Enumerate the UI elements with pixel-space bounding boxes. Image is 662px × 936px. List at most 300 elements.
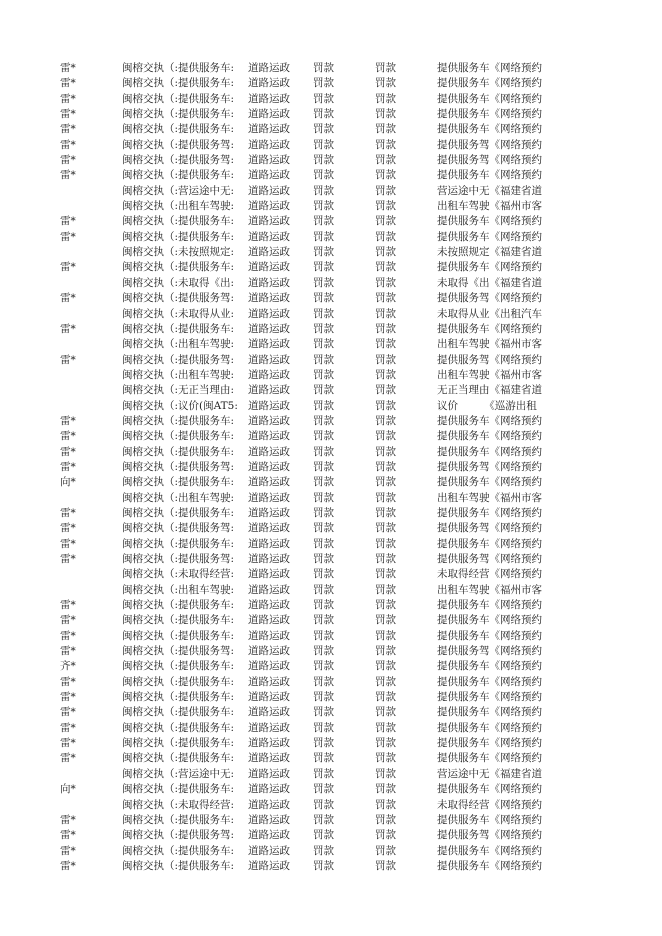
cell-violation-basis: 提供服务驾《网络预约 — [437, 553, 542, 565]
table-row — [0, 429, 662, 444]
table-row — [0, 214, 662, 229]
cell-penalty-type: 罚款 — [313, 184, 334, 197]
cell-document-number: 闽榕交执（:出租车驾驶: — [122, 491, 235, 504]
cell-penalty-content: 罚款 — [375, 767, 396, 780]
cell-violation-basis: 出租车驾驶《福州市客 — [437, 491, 542, 504]
cell-violation-basis: 提供服务驾《网络预约 — [437, 154, 542, 167]
table-row — [0, 107, 662, 122]
table-row — [0, 414, 662, 429]
cell-penalty-content: 罚款 — [375, 721, 396, 734]
table-row — [0, 598, 662, 613]
cell-document-number: 闽榕交执（:提供服务车: — [122, 77, 235, 90]
cell-penalty-content: 罚款 — [375, 246, 396, 259]
cell-document-number: 闽榕交执（:提供服务车: — [122, 691, 235, 704]
cell-penalty-content: 罚款 — [375, 338, 396, 351]
cell-category: 道路运政 — [248, 62, 290, 74]
cell-category: 道路运政 — [248, 77, 290, 90]
cell-penalty-content: 罚款 — [375, 430, 396, 443]
table-row — [0, 751, 662, 766]
cell-violation-basis: 提供服务车《网络预约 — [437, 660, 542, 673]
cell-name: 雷* — [60, 460, 76, 473]
cell-category: 道路运政 — [248, 522, 290, 535]
cell-document-number: 闽榕交执（:提供服务车: — [122, 506, 235, 519]
cell-document-number: 闽榕交执（:提供服务驾: — [122, 460, 235, 473]
cell-violation-basis: 提供服务车《网络预约 — [437, 506, 542, 519]
cell-category: 道路运政 — [248, 660, 290, 673]
cell-violation-basis: 营运途中无《福建省道 — [437, 767, 542, 780]
cell-category: 道路运政 — [248, 583, 290, 596]
cell-penalty-content: 罚款 — [375, 353, 396, 366]
cell-penalty-type: 罚款 — [313, 506, 334, 519]
cell-category: 道路运政 — [248, 737, 290, 750]
cell-penalty-content: 罚款 — [375, 813, 396, 826]
cell-document-number: 闽榕交执（:提供服务车: — [122, 675, 235, 688]
cell-document-number: 闽榕交执（:出租车驾驶: — [122, 583, 235, 596]
cell-document-number: 闽榕交执（:未取得从业: — [122, 307, 235, 320]
cell-name: 雷* — [60, 629, 76, 642]
cell-penalty-content: 罚款 — [375, 368, 396, 381]
cell-penalty-type: 罚款 — [313, 154, 334, 167]
cell-category: 道路运政 — [248, 844, 290, 857]
cell-category: 道路运政 — [248, 460, 290, 473]
cell-category: 道路运政 — [248, 414, 290, 427]
cell-document-number: 闽榕交执（:提供服务车: — [122, 108, 235, 121]
cell-name: 雷* — [60, 752, 76, 765]
cell-name: 向* — [60, 783, 76, 796]
cell-document-number: 闽榕交执（:提供服务车: — [122, 445, 235, 458]
cell-document-number: 闽榕交执（:出租车驾驶: — [122, 338, 235, 351]
cell-violation-basis: 提供服务车《网络预约 — [437, 752, 542, 765]
cell-violation-basis: 提供服务车《网络预约 — [437, 108, 542, 121]
cell-category: 道路运政 — [248, 506, 290, 519]
cell-category: 道路运政 — [248, 430, 290, 443]
cell-name: 雷* — [60, 77, 76, 90]
cell-category: 道路运政 — [248, 368, 290, 381]
cell-penalty-content: 罚款 — [375, 92, 396, 105]
cell-penalty-type: 罚款 — [313, 108, 334, 121]
cell-penalty-type: 罚款 — [313, 660, 334, 673]
cell-name: 雷* — [60, 169, 76, 182]
table-row — [0, 537, 662, 552]
cell-category: 道路运政 — [248, 537, 290, 550]
cell-name: 雷* — [60, 154, 76, 167]
cell-category: 道路运政 — [248, 767, 290, 780]
cell-category: 道路运政 — [248, 399, 290, 412]
cell-document-number: 闽榕交执（:提供服务车: — [122, 614, 235, 627]
cell-penalty-content: 罚款 — [375, 506, 396, 519]
cell-violation-basis: 提供服务车《网络预约 — [437, 92, 542, 105]
cell-penalty-type: 罚款 — [313, 445, 334, 458]
cell-penalty-type: 罚款 — [313, 77, 334, 90]
cell-category: 道路运政 — [248, 829, 290, 842]
cell-penalty-type: 罚款 — [313, 691, 334, 704]
cell-name: 雷* — [60, 62, 76, 74]
table-row — [0, 659, 662, 674]
cell-penalty-type: 罚款 — [313, 706, 334, 719]
cell-category: 道路运政 — [248, 476, 290, 489]
cell-document-number: 闽榕交执（:提供服务车: — [122, 844, 235, 857]
cell-name: 雷* — [60, 844, 76, 857]
cell-category: 道路运政 — [248, 491, 290, 504]
cell-violation-basis: 出租车驾驶《福州市客 — [437, 200, 542, 213]
cell-violation-basis: 提供服务车《网络预约 — [437, 215, 542, 228]
cell-penalty-content: 罚款 — [375, 215, 396, 228]
cell-penalty-type: 罚款 — [313, 62, 334, 74]
table-row — [0, 460, 662, 475]
cell-penalty-content: 罚款 — [375, 261, 396, 274]
cell-penalty-type: 罚款 — [313, 169, 334, 182]
cell-penalty-type: 罚款 — [313, 859, 334, 872]
cell-penalty-type: 罚款 — [313, 368, 334, 381]
cell-document-number: 闽榕交执（:提供服务车: — [122, 414, 235, 427]
cell-penalty-content: 罚款 — [375, 154, 396, 167]
cell-penalty-type: 罚款 — [313, 614, 334, 627]
cell-penalty-type: 罚款 — [313, 261, 334, 274]
cell-category: 道路运政 — [248, 307, 290, 320]
cell-category: 道路运政 — [248, 230, 290, 243]
cell-violation-basis: 提供服务车《网络预约 — [437, 737, 542, 750]
cell-category: 道路运政 — [248, 154, 290, 167]
cell-document-number: 闽榕交执（:营运途中无: — [122, 184, 235, 197]
cell-penalty-content: 罚款 — [375, 108, 396, 121]
cell-penalty-type: 罚款 — [313, 829, 334, 842]
cell-document-number: 闽榕交执（:提供服务车: — [122, 537, 235, 550]
cell-penalty-content: 罚款 — [375, 476, 396, 489]
cell-name: 雷* — [60, 414, 76, 427]
cell-name: 齐* — [60, 660, 76, 673]
cell-violation-basis: 提供服务车《网络预约 — [437, 813, 542, 826]
cell-name: 雷* — [60, 553, 76, 565]
table-row — [0, 521, 662, 536]
cell-penalty-content: 罚款 — [375, 399, 396, 412]
cell-penalty-content: 罚款 — [375, 123, 396, 136]
cell-violation-basis: 提供服务车《网络预约 — [437, 614, 542, 627]
table-row — [0, 368, 662, 383]
cell-penalty-content: 罚款 — [375, 859, 396, 872]
cell-penalty-content: 罚款 — [375, 230, 396, 243]
cell-document-number: 闽榕交执（:提供服务驾: — [122, 353, 235, 366]
cell-document-number: 闽榕交执（:议价(闽AT5: — [122, 399, 238, 412]
cell-penalty-type: 罚款 — [313, 123, 334, 136]
cell-penalty-type: 罚款 — [313, 767, 334, 780]
cell-penalty-type: 罚款 — [313, 599, 334, 612]
cell-document-number: 闽榕交执（:提供服务驾: — [122, 553, 235, 565]
table-row — [0, 184, 662, 199]
cell-document-number: 闽榕交执（:提供服务驾: — [122, 154, 235, 167]
cell-name: 雷* — [60, 599, 76, 612]
table-row — [0, 613, 662, 628]
cell-penalty-content: 罚款 — [375, 783, 396, 796]
cell-penalty-type: 罚款 — [313, 629, 334, 642]
cell-violation-basis: 提供服务驾《网络预约 — [437, 522, 542, 535]
cell-category: 道路运政 — [248, 108, 290, 121]
cell-penalty-content: 罚款 — [375, 322, 396, 335]
cell-violation-basis: 提供服务车《网络预约 — [437, 123, 542, 136]
cell-violation-basis: 提供服务驾《网络预约 — [437, 292, 542, 305]
cell-penalty-content: 罚款 — [375, 276, 396, 289]
cell-violation-basis: 提供服务车《网络预约 — [437, 230, 542, 243]
cell-category: 道路运政 — [248, 859, 290, 872]
cell-penalty-content: 罚款 — [375, 568, 396, 581]
cell-name: 雷* — [60, 721, 76, 734]
cell-violation-basis: 提供服务车《网络预约 — [437, 844, 542, 857]
cell-violation-basis: 提供服务驾《网络预约 — [437, 645, 542, 658]
cell-violation-basis: 提供服务驾《网络预约 — [437, 460, 542, 473]
cell-category: 道路运政 — [248, 292, 290, 305]
cell-penalty-content: 罚款 — [375, 445, 396, 458]
cell-penalty-type: 罚款 — [313, 675, 334, 688]
cell-category: 道路运政 — [248, 200, 290, 213]
table-row — [0, 260, 662, 275]
cell-penalty-type: 罚款 — [313, 813, 334, 826]
cell-document-number: 闽榕交执（:提供服务车: — [122, 706, 235, 719]
table-row — [0, 475, 662, 490]
cell-penalty-content: 罚款 — [375, 583, 396, 596]
cell-penalty-content: 罚款 — [375, 491, 396, 504]
cell-document-number: 闽榕交执（:提供服务车: — [122, 62, 235, 74]
cell-document-number: 闽榕交执（:提供服务车: — [122, 169, 235, 182]
cell-category: 道路运政 — [248, 169, 290, 182]
cell-category: 道路运政 — [248, 706, 290, 719]
cell-document-number: 闽榕交执（:提供服务车: — [122, 430, 235, 443]
table-row — [0, 76, 662, 91]
cell-violation-basis: 无正当理由《福建省道 — [437, 384, 542, 397]
cell-name: 雷* — [60, 215, 76, 228]
table-row — [0, 675, 662, 690]
cell-violation-basis: 出租车驾驶《福州市客 — [437, 583, 542, 596]
cell-violation-basis: 提供服务车《网络预约 — [437, 261, 542, 274]
cell-category: 道路运政 — [248, 599, 290, 612]
cell-name: 雷* — [60, 522, 76, 535]
cell-category: 道路运政 — [248, 629, 290, 642]
cell-document-number: 闽榕交执（:提供服务车: — [122, 599, 235, 612]
table-row — [0, 199, 662, 214]
cell-document-number: 闽榕交执（:提供服务驾: — [122, 829, 235, 842]
cell-category: 道路运政 — [248, 783, 290, 796]
cell-violation-basis: 议价 《巡游出租 — [437, 399, 537, 412]
cell-category: 道路运政 — [248, 553, 290, 565]
cell-document-number: 闽榕交执（:无正当理由: — [122, 384, 235, 397]
cell-category: 道路运政 — [248, 92, 290, 105]
cell-name: 雷* — [60, 614, 76, 627]
cell-penalty-type: 罚款 — [313, 322, 334, 335]
cell-document-number: 闽榕交执（:提供服务车: — [122, 813, 235, 826]
cell-name: 雷* — [60, 430, 76, 443]
cell-category: 道路运政 — [248, 798, 290, 811]
cell-document-number: 闽榕交执（:提供服务车: — [122, 322, 235, 335]
cell-violation-basis: 提供服务车《网络预约 — [437, 169, 542, 182]
table-row — [0, 506, 662, 521]
table-row — [0, 353, 662, 368]
cell-document-number: 闽榕交执（:提供服务车: — [122, 660, 235, 673]
table-row — [0, 138, 662, 153]
cell-penalty-type: 罚款 — [313, 798, 334, 811]
table-row — [0, 445, 662, 460]
table-row — [0, 337, 662, 352]
cell-category: 道路运政 — [248, 184, 290, 197]
table-row — [0, 567, 662, 582]
cell-category: 道路运政 — [248, 813, 290, 826]
cell-penalty-type: 罚款 — [313, 215, 334, 228]
cell-penalty-content: 罚款 — [375, 414, 396, 427]
cell-document-number: 闽榕交执（:提供服务车: — [122, 92, 235, 105]
cell-penalty-content: 罚款 — [375, 798, 396, 811]
cell-penalty-type: 罚款 — [313, 491, 334, 504]
table-row — [0, 690, 662, 705]
cell-name: 雷* — [60, 92, 76, 105]
cell-category: 道路运政 — [248, 675, 290, 688]
table-row — [0, 322, 662, 337]
table-row — [0, 291, 662, 306]
cell-penalty-type: 罚款 — [313, 307, 334, 320]
cell-violation-basis: 提供服务车《网络预约 — [437, 675, 542, 688]
cell-document-number: 闽榕交执（:提供服务车: — [122, 629, 235, 642]
cell-penalty-content: 罚款 — [375, 184, 396, 197]
cell-penalty-content: 罚款 — [375, 660, 396, 673]
cell-document-number: 闽榕交执（:出租车驾驶: — [122, 368, 235, 381]
cell-penalty-content: 罚款 — [375, 537, 396, 550]
cell-penalty-type: 罚款 — [313, 568, 334, 581]
cell-name: 雷* — [60, 859, 76, 872]
cell-category: 道路运政 — [248, 261, 290, 274]
cell-category: 道路运政 — [248, 568, 290, 581]
cell-penalty-type: 罚款 — [313, 460, 334, 473]
cell-violation-basis: 提供服务车《网络预约 — [437, 414, 542, 427]
cell-name: 雷* — [60, 506, 76, 519]
cell-violation-basis: 提供服务车《网络预约 — [437, 537, 542, 550]
cell-category: 道路运政 — [248, 691, 290, 704]
cell-category: 道路运政 — [248, 384, 290, 397]
cell-violation-basis: 提供服务车《网络预约 — [437, 476, 542, 489]
cell-category: 道路运政 — [248, 721, 290, 734]
cell-document-number: 闽榕交执（:提供服务车: — [122, 737, 235, 750]
cell-violation-basis: 提供服务车《网络预约 — [437, 445, 542, 458]
cell-penalty-content: 罚款 — [375, 737, 396, 750]
cell-name: 雷* — [60, 138, 76, 151]
cell-document-number: 闽榕交执（:提供服务车: — [122, 476, 235, 489]
cell-document-number: 闽榕交执（:提供服务车: — [122, 721, 235, 734]
cell-penalty-content: 罚款 — [375, 169, 396, 182]
cell-violation-basis: 提供服务车《网络预约 — [437, 62, 542, 74]
table-row — [0, 552, 662, 567]
table-row — [0, 583, 662, 598]
cell-document-number: 闽榕交执（:未取得经营: — [122, 798, 235, 811]
cell-name: 雷* — [60, 691, 76, 704]
cell-category: 道路运政 — [248, 645, 290, 658]
cell-document-number: 闽榕交执（:提供服务车: — [122, 123, 235, 136]
cell-penalty-type: 罚款 — [313, 537, 334, 550]
cell-name: 雷* — [60, 829, 76, 842]
cell-violation-basis: 提供服务车《网络预约 — [437, 77, 542, 90]
cell-penalty-type: 罚款 — [313, 844, 334, 857]
cell-penalty-type: 罚款 — [313, 583, 334, 596]
cell-violation-basis: 出租车驾驶《福州市客 — [437, 338, 542, 351]
cell-category: 道路运政 — [248, 138, 290, 151]
cell-category: 道路运政 — [248, 445, 290, 458]
table-row — [0, 782, 662, 797]
cell-name: 雷* — [60, 108, 76, 121]
table-row — [0, 92, 662, 107]
spreadsheet-table — [0, 61, 662, 874]
cell-violation-basis: 提供服务驾《网络预约 — [437, 829, 542, 842]
cell-penalty-content: 罚款 — [375, 553, 396, 565]
table-row — [0, 705, 662, 720]
cell-penalty-type: 罚款 — [313, 430, 334, 443]
table-row — [0, 767, 662, 782]
cell-violation-basis: 提供服务车《网络预约 — [437, 706, 542, 719]
cell-penalty-content: 罚款 — [375, 292, 396, 305]
cell-category: 道路运政 — [248, 614, 290, 627]
cell-violation-basis: 提供服务车《网络预约 — [437, 629, 542, 642]
cell-violation-basis: 未取得从业《出租汽车 — [437, 307, 542, 320]
cell-penalty-type: 罚款 — [313, 645, 334, 658]
cell-name: 雷* — [60, 261, 76, 274]
cell-violation-basis: 提供服务车《网络预约 — [437, 322, 542, 335]
cell-penalty-content: 罚款 — [375, 829, 396, 842]
table-row — [0, 798, 662, 813]
cell-penalty-type: 罚款 — [313, 752, 334, 765]
cell-penalty-content: 罚款 — [375, 62, 396, 74]
cell-document-number: 闽榕交执（:未取得《出: — [122, 276, 235, 289]
table-row — [0, 629, 662, 644]
cell-violation-basis: 未取得《出《福建省道 — [437, 276, 542, 289]
cell-penalty-content: 罚款 — [375, 200, 396, 213]
table-row — [0, 276, 662, 291]
cell-penalty-content: 罚款 — [375, 307, 396, 320]
cell-penalty-type: 罚款 — [313, 737, 334, 750]
table-row — [0, 491, 662, 506]
table-row — [0, 859, 662, 874]
cell-document-number: 闽榕交执（:提供服务车: — [122, 859, 235, 872]
cell-penalty-type: 罚款 — [313, 384, 334, 397]
cell-name: 雷* — [60, 737, 76, 750]
cell-category: 道路运政 — [248, 215, 290, 228]
cell-document-number: 闽榕交执（:提供服务驾: — [122, 292, 235, 305]
cell-document-number: 闽榕交执（:提供服务车: — [122, 752, 235, 765]
cell-penalty-type: 罚款 — [313, 338, 334, 351]
cell-penalty-content: 罚款 — [375, 614, 396, 627]
cell-name: 雷* — [60, 445, 76, 458]
cell-penalty-type: 罚款 — [313, 476, 334, 489]
cell-violation-basis: 未按照规定《福建省道 — [437, 246, 542, 259]
cell-penalty-content: 罚款 — [375, 645, 396, 658]
table-row — [0, 844, 662, 859]
cell-name: 雷* — [60, 292, 76, 305]
cell-penalty-content: 罚款 — [375, 844, 396, 857]
cell-penalty-type: 罚款 — [313, 292, 334, 305]
table-row — [0, 736, 662, 751]
cell-category: 道路运政 — [248, 752, 290, 765]
cell-penalty-content: 罚款 — [375, 752, 396, 765]
cell-document-number: 闽榕交执（:提供服务车: — [122, 230, 235, 243]
cell-penalty-content: 罚款 — [375, 138, 396, 151]
cell-penalty-type: 罚款 — [313, 553, 334, 565]
table-row — [0, 383, 662, 398]
cell-document-number: 闽榕交执（:提供服务驾: — [122, 138, 235, 151]
cell-violation-basis: 提供服务车《网络预约 — [437, 430, 542, 443]
cell-penalty-type: 罚款 — [313, 414, 334, 427]
cell-penalty-content: 罚款 — [375, 77, 396, 90]
cell-penalty-type: 罚款 — [313, 246, 334, 259]
table-row — [0, 828, 662, 843]
cell-category: 道路运政 — [248, 353, 290, 366]
cell-violation-basis: 未取得经营《网络预约 — [437, 798, 542, 811]
cell-name: 雷* — [60, 353, 76, 366]
cell-penalty-type: 罚款 — [313, 230, 334, 243]
cell-penalty-content: 罚款 — [375, 675, 396, 688]
table-row — [0, 245, 662, 260]
cell-document-number: 闽榕交执（:营运途中无: — [122, 767, 235, 780]
